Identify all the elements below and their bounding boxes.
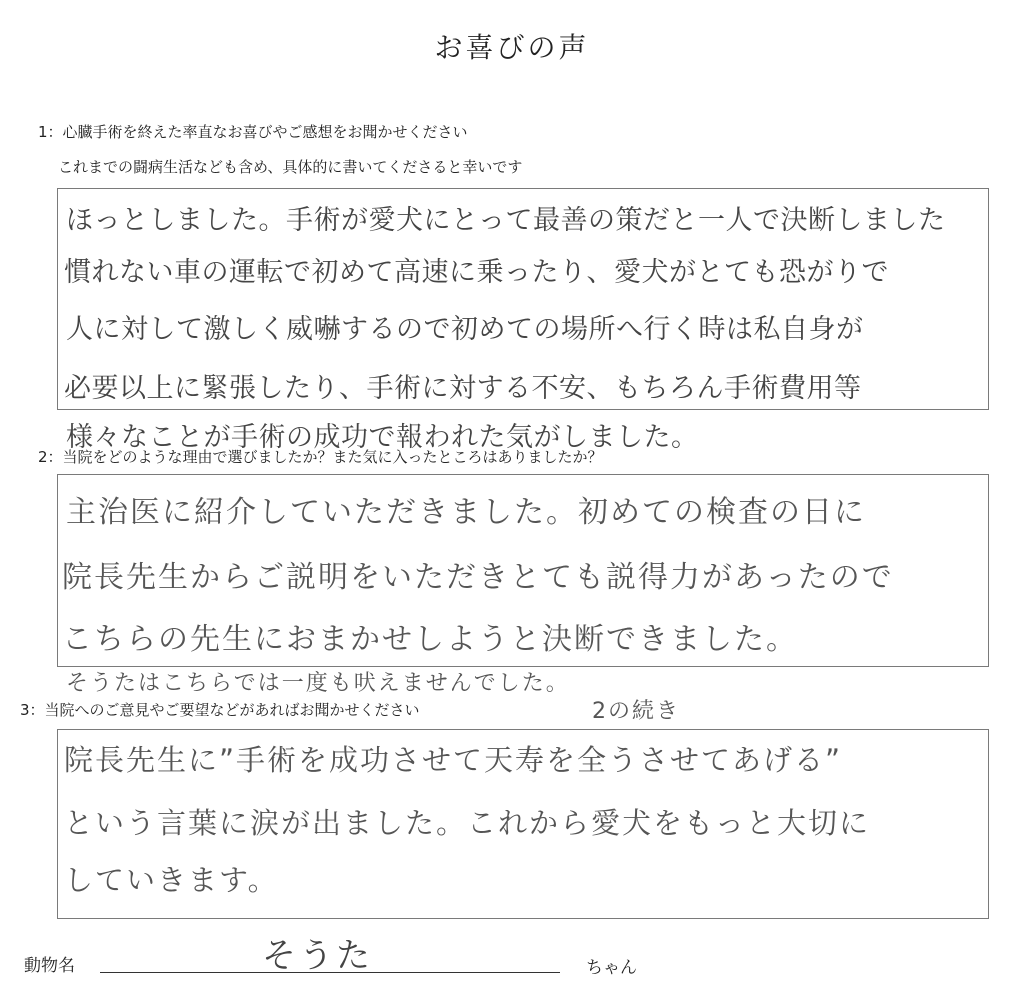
animal-name-suffix: ちゃん bbox=[586, 958, 637, 978]
answer-1-line-1: ほっとしました。手術が愛犬にとって最善の策だと一人で決断しました bbox=[66, 205, 946, 236]
question-1-line-2: これまでの闘病生活なども含め、具体的に書いてくださると幸いです bbox=[58, 158, 523, 176]
answer-2-line-1: 主治医に紹介していただきました。初めての検査の日に bbox=[66, 495, 866, 530]
answer-1-line-3: 人に対して激しく威嚇するので初めての場所へ行く時は私自身が bbox=[66, 314, 864, 345]
answer-2-extra: そうたはこちらでは一度も吠えませんでした。 bbox=[66, 671, 570, 696]
answer-1-line-2: 慣れない車の運転で初めて高速に乗ったり、愛犬がとても恐がりで bbox=[64, 257, 889, 288]
page-title: お喜びの声 bbox=[434, 31, 590, 64]
question-3-line-1: 3：当院へのご意見やご要望などがあればお聞かせください bbox=[20, 701, 420, 719]
question-2-line-1: 2：当院をどのような理由で選びましたか？また気に入ったところはありましたか？ bbox=[38, 448, 603, 466]
animal-name-label: 動物名 bbox=[24, 956, 75, 976]
answer-2-line-2: 院長先生からご説明をいただきとても説得力があったので bbox=[62, 560, 894, 595]
answer-1-line-4: 必要以上に緊張したり、手術に対する不安、もちろん手術費用等 bbox=[64, 373, 862, 404]
question-1-line-1: 1：心臓手術を終えた率直なお喜びやご感想をお聞かせください bbox=[38, 123, 468, 141]
answer-3-line-1: 院長先生に”手術を成功させて天寿を全うさせてあげる” bbox=[64, 743, 843, 777]
animal-name-value: そうた bbox=[262, 936, 373, 976]
answer-1-line-5: 様々なことが手術の成功で報われた気がしました。 bbox=[66, 422, 699, 453]
answer-3-continued-note: 2の続き bbox=[592, 699, 680, 724]
answer-3-line-2: という言葉に涙が出ました。これから愛犬をもっと大切に bbox=[64, 806, 871, 840]
answer-3-line-3: していきます。 bbox=[64, 863, 279, 897]
answer-2-line-3: こちらの先生におまかせしようと決断できました。 bbox=[62, 622, 798, 657]
